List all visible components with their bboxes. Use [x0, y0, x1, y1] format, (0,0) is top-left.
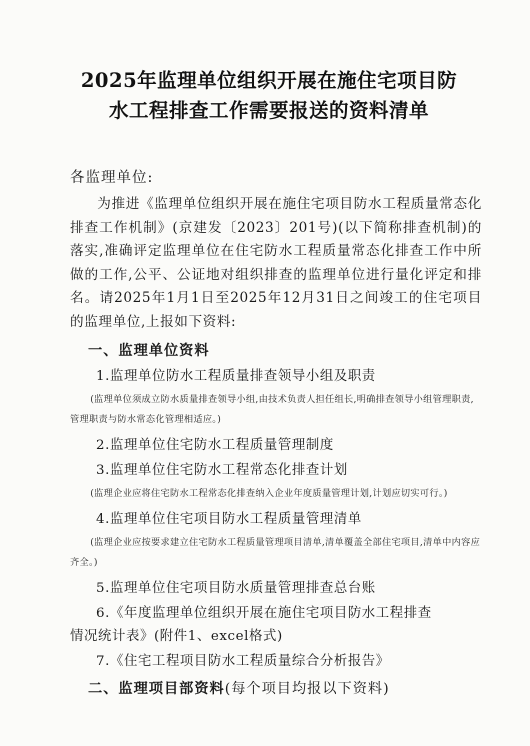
list-item-6-line-1: 6.《年度监理单位组织开展在施住宅项目防水工程排查	[96, 605, 432, 621]
note-item-1: (监理单位须成立防水质量排查领导小组,由技术负责人担任组长,明确排查领导小组管理职责,管理职责与防水常态化管理相适应。)	[70, 393, 474, 425]
list-item-6-line-2: 情况统计表》(附件1、excel格式)	[70, 628, 283, 644]
list-item-7: 7.《住宅工程项目防水工程质量综合分析报告》	[96, 653, 390, 669]
list-item-6	[70, 602, 482, 648]
section-2-aside: (每个项目均报以下资料)	[224, 680, 390, 697]
document-title	[56, 66, 482, 126]
list-item-1: 1.监理单位防水工程质量排查领导小组及职责	[96, 368, 376, 384]
note-item-3: (监理企业应将住宅防水工程常态化排查纳入企业年度质量管理计划,计划应切实可行。)	[90, 487, 448, 499]
list-item-3: 3.监理单位住宅防水工程常态化排查计划	[96, 462, 348, 478]
salutation: 各监理单位:	[70, 170, 154, 186]
title-line-2: 水工程排查工作需要报送的资料清单	[108, 99, 429, 122]
note-item-4: (监理企业应按要求建立住宅防水工程质量管理项目清单,清单覆盖全部住宅项目,清单中内容应齐全。)	[70, 536, 481, 568]
section-2-label: 二、监理项目部资料	[88, 680, 225, 697]
list-item-4: 4.监理单位住宅项目防水工程质量管理清单	[96, 511, 362, 527]
title-line-1: 2025年监理单位组织开展在施住宅项目防	[80, 69, 458, 92]
list-item-5: 5.监理单位住宅项目防水质量管理排查总台账	[96, 580, 376, 596]
section-1-heading: 一、监理单位资料	[88, 342, 210, 359]
list-item-2: 2.监理单位住宅防水工程质量管理制度	[96, 437, 334, 453]
intro-paragraph: 为推进《监理单位组织开展在施住宅项目防水工程质量常态化排查工作机制》(京建发〔2023〕201号)(以下简称排查机制)的落实,准确评定监理单位在住宅防水工程质量常态化排查工作中所做的工作,公平、公证地对组织排查的监理单位进行量化评定和排名。请2025年1月1日至2025年12月31日之间竣工的住宅项目的监理单位,上报如下资料:	[70, 196, 482, 330]
section-2-heading	[88, 677, 482, 701]
